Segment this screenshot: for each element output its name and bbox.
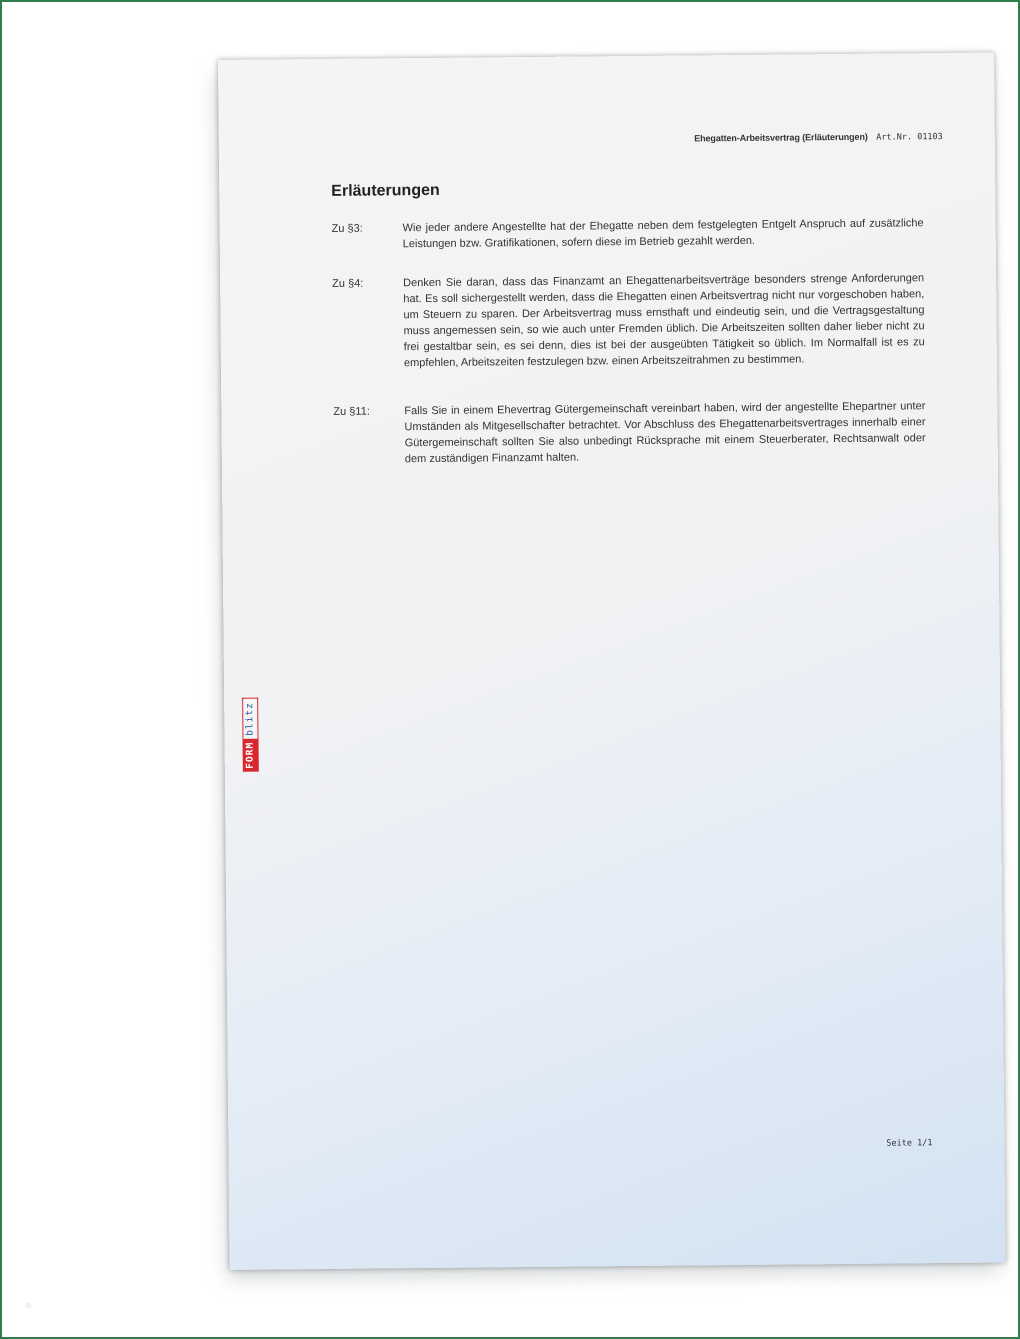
logo-blitz-part: blitz xyxy=(242,698,258,739)
section-paragraph-11 xyxy=(333,398,926,468)
section-label: Zu §11: xyxy=(333,405,370,418)
section-label: Zu §4: xyxy=(332,277,364,290)
section-text: Denken Sie daran, dass das Finanzamt an Ehegattenarbeitsverträge besonders strenge Anforderungen hat. Es soll sichergestellt werden, dass die Ehegatten einen Arbeitsvertrag nicht nur vorgeschoben haben, um Steuern zu sparen. Der Arbeitsvertrag muss ernsthaft und eindeutig sein, und die Vertragsgestaltung muss angemessen sein, so wie auch unter Fremden üblich. Die Arbeitszeiten sollten daher lieber nicht zu frei gestaltbar sein, es sei denn, dies ist bei der ausgeübten Tätigkeit so üblich. Im Normalfall ist es zu empfehlen, Arbeitszeiten festzulegen bzw. einen Arbeitszeitrahmen zu bestimmen. xyxy=(403,272,925,370)
logo-form-part: FORM xyxy=(243,739,259,772)
section-paragraph-3 xyxy=(332,215,924,253)
article-number: Art.Nr. 01103 xyxy=(876,132,943,143)
section-text: Wie jeder andere Angestellte hat der Ehegatte neben dem festgelegten Entgelt Anspruch auf zusätzliche Leistungen bzw. Gratifikationen, sofern diese im Betrieb gezahlt werden. xyxy=(402,217,924,251)
header-title: Ehegatten-Arbeitsvertrag (Erläuterungen) xyxy=(694,131,868,144)
document-page xyxy=(218,53,1006,1270)
formblitz-logo xyxy=(242,678,259,772)
section-text: Falls Sie in einem Ehevertrag Gütergemeinschaft vereinbart haben, wird der angestellte Ehepartner unter Umständen als Mitgesellschafter betrachtet. Vor Abschluss des Ehegattenarbeitsvertrages innerhalb einer Gütergemeinschaft sollten Sie also unbedingt Rücksprache mit einem Steuerberater, Rechtsanwalt oder dem zuständigen Finanzamt halten. xyxy=(404,400,926,466)
page-number: Seite 1/1 xyxy=(886,1138,933,1149)
page-header xyxy=(694,131,943,144)
corner-mark: © xyxy=(26,1303,32,1310)
page-title: Erläuterungen xyxy=(331,181,440,200)
section-paragraph-4 xyxy=(332,270,925,372)
section-label: Zu §3: xyxy=(331,222,363,235)
